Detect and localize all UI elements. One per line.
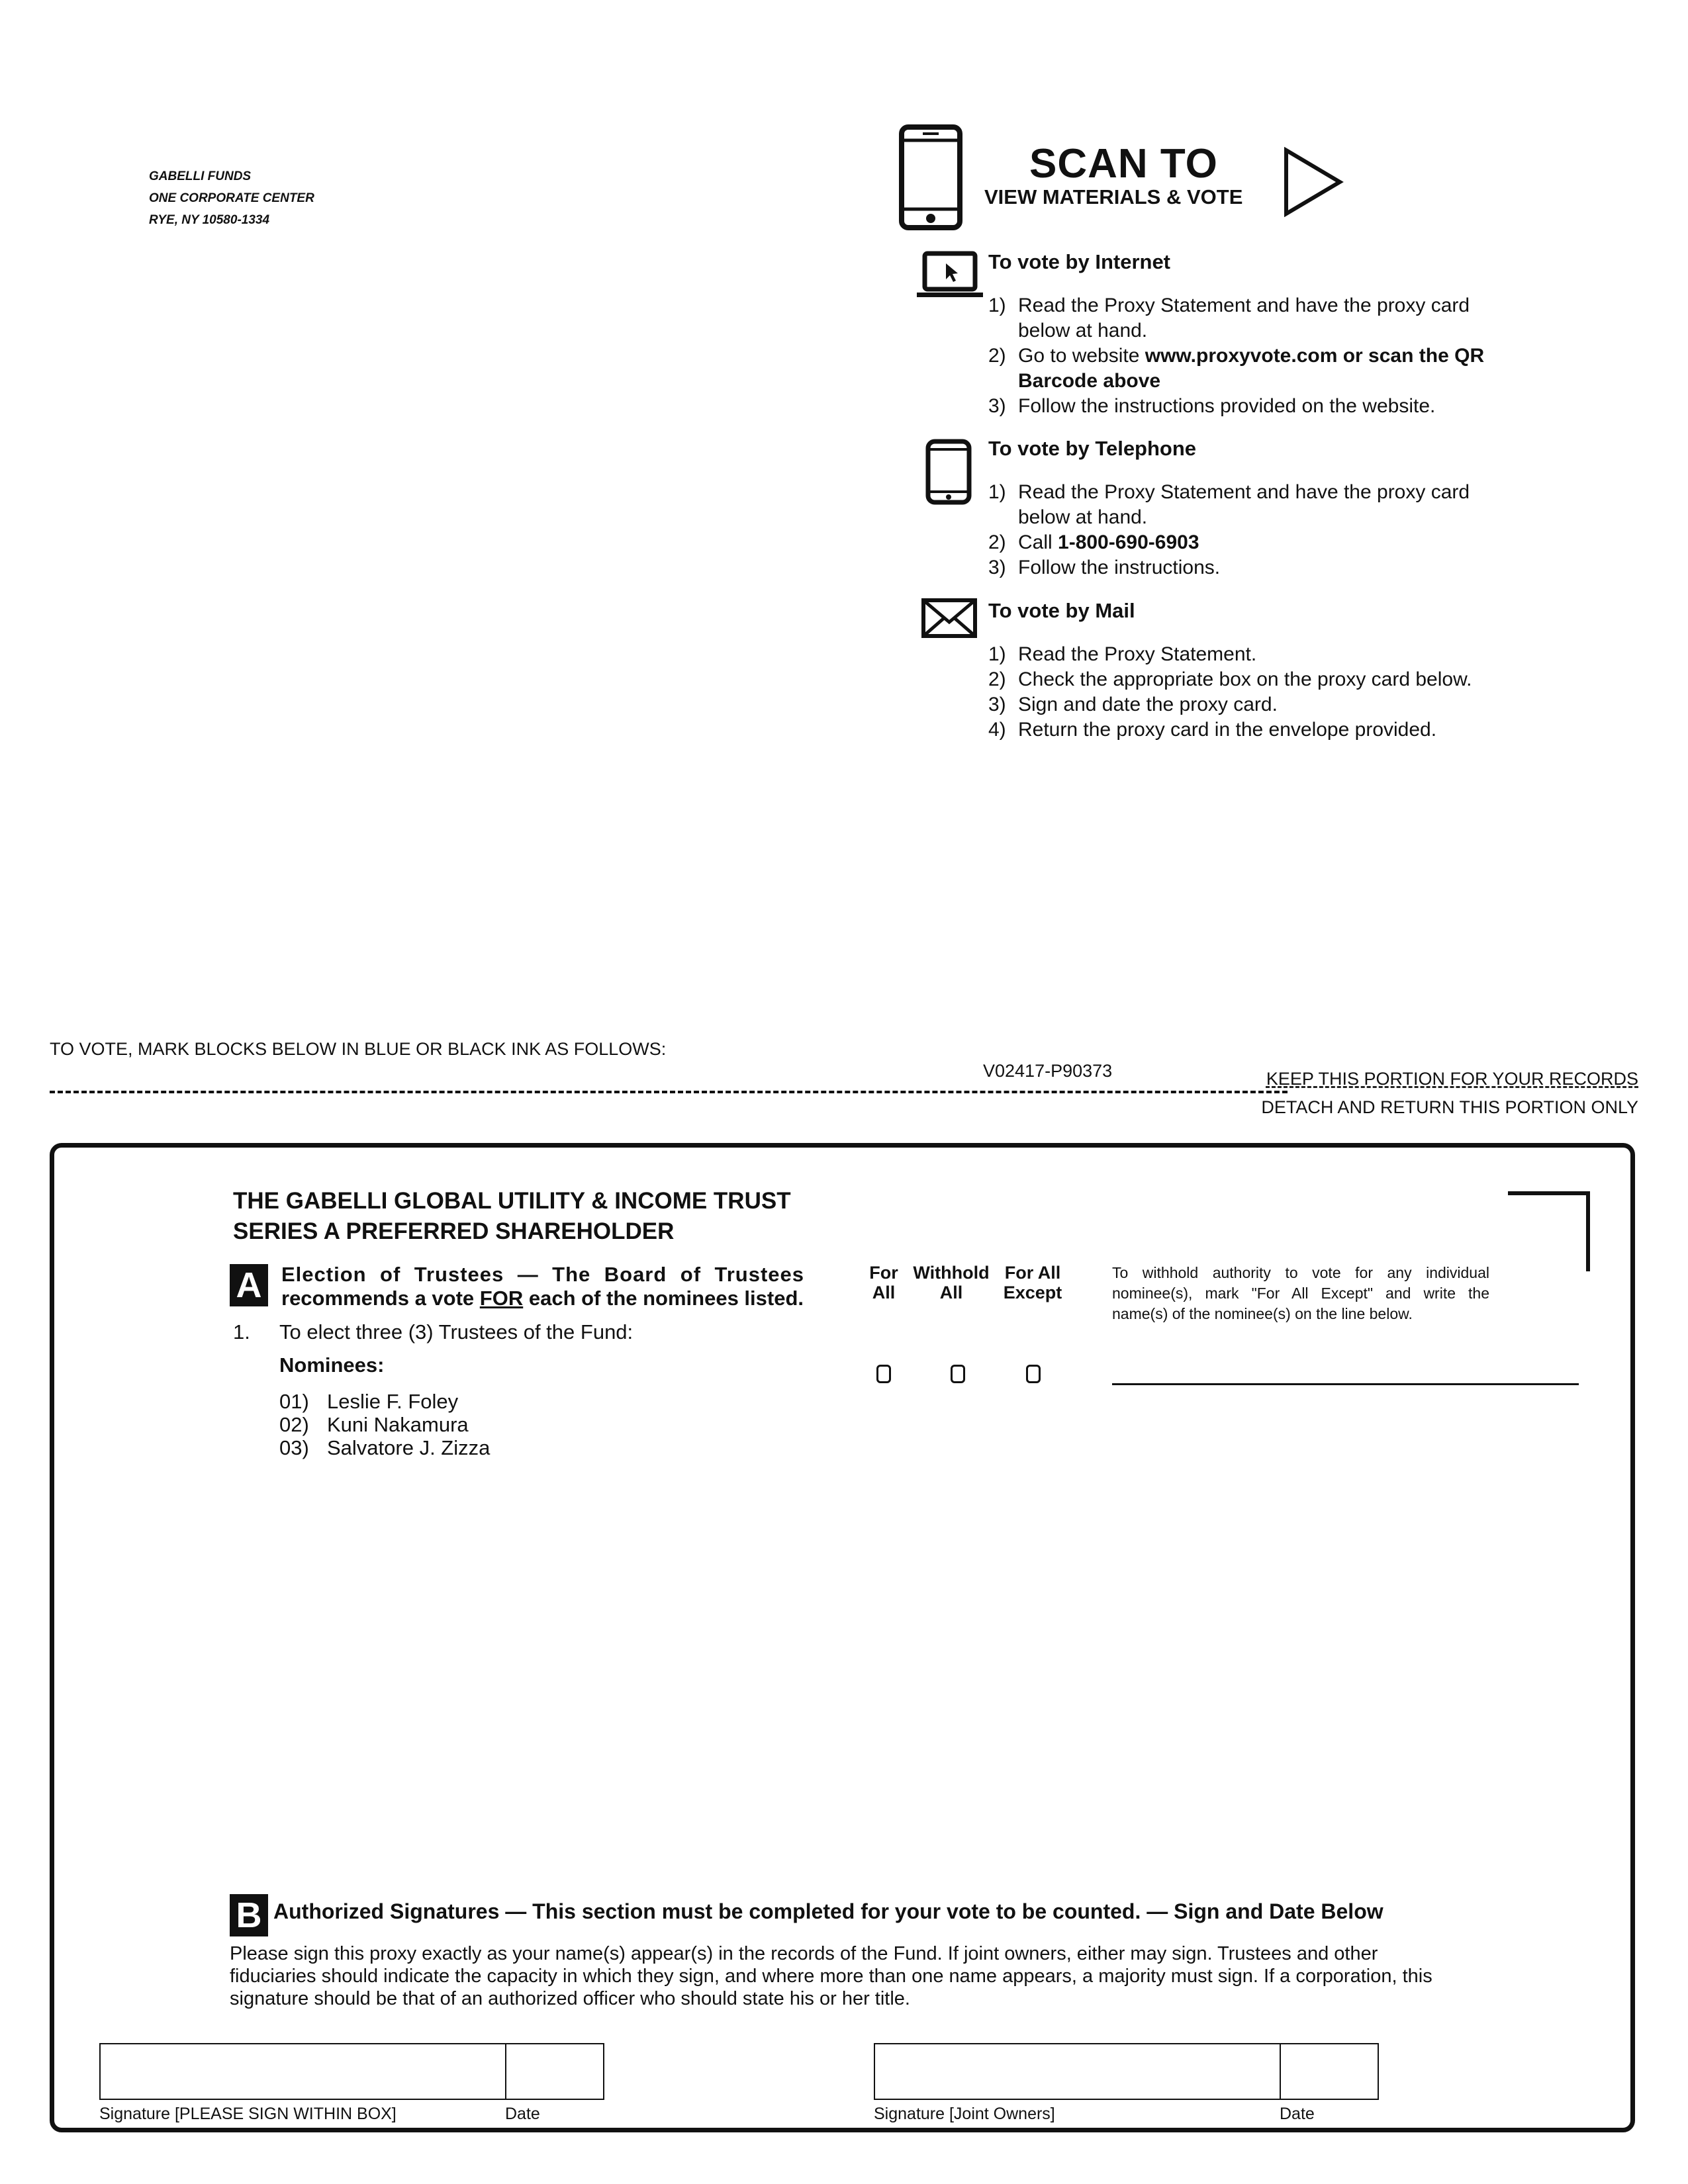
sender-line-3: RYE, NY 10580-1334	[149, 213, 270, 227]
nominee-exception-line[interactable]	[1112, 1383, 1579, 1385]
list-item: 2) Go to website www.proxyvote.com or scan the QR Barcode above	[988, 345, 1485, 392]
list-item: 1) Read the Proxy Statement.	[988, 643, 1257, 665]
proposal-number: 1.	[233, 1320, 250, 1343]
for-emphasis: FOR	[479, 1287, 524, 1310]
for-all-except-checkbox[interactable]	[1026, 1365, 1041, 1383]
nominees-label: Nominees:	[279, 1353, 385, 1377]
laptop-icon	[917, 250, 983, 300]
control-number: V02417-P90373	[983, 1061, 1113, 1081]
date-box[interactable]	[505, 2043, 604, 2100]
smartphone-icon	[899, 124, 962, 230]
list-item: 2) Check the appropriate box on the proxy card below.	[988, 668, 1472, 690]
section-a-line-1: Election of Trustees — The Board of Trustees	[281, 1263, 804, 1286]
signature-box[interactable]	[99, 2043, 506, 2100]
proxyvote-website: www.proxyvote.com or scan the QR Barcode above	[1018, 345, 1485, 392]
play-arrow-icon	[1283, 147, 1344, 217]
list-item: 4) Return the proxy card in the envelope provided.	[988, 719, 1437, 741]
nominee-item: 03) Salvatore J. Zizza	[279, 1436, 491, 1459]
section-a-line-2: recommends a vote FOR each of the nominees listed.	[281, 1287, 804, 1310]
for-all-checkbox[interactable]	[876, 1365, 891, 1383]
list-item: 3) Follow the instructions provided on the website.	[988, 395, 1436, 417]
scan-title: SCAN TO	[1029, 141, 1218, 187]
telephone-title: To vote by Telephone	[988, 437, 1197, 460]
keep-portion-label: KEEP THIS PORTION FOR YOUR RECORDS	[1266, 1069, 1638, 1089]
date-label: Date	[505, 2105, 540, 2123]
scan-subtitle: VIEW MATERIALS & VOTE	[984, 185, 1243, 208]
telephone-steps	[988, 480, 1518, 580]
internet-steps	[988, 293, 1518, 419]
fund-name	[233, 1186, 791, 1247]
phone-number: 1-800-690-6903	[1058, 531, 1199, 553]
envelope-icon	[921, 598, 977, 638]
signature-instructions: Please sign this proxy exactly as your name(s) appear(s) in the records of the Fund. If joint owners, either may sign. Trustees and other fiduciaries should indicate the capacity in which they sign, and where more than one name appears, a majority must sign. If a corporation, this signature should be that of an authorized officer who should state his or her title.	[230, 1943, 1432, 2009]
corner-mark	[1508, 1191, 1590, 1271]
proposal-text: To elect three (3) Trustees of the Fund:	[279, 1320, 633, 1343]
col-for-all: For All	[869, 1263, 898, 1302]
telephone-icon	[925, 439, 972, 505]
joint-date-box[interactable]	[1280, 2043, 1379, 2100]
list-item: 1) Read the Proxy Statement and have the proxy card below at hand.	[988, 295, 1470, 341]
sender-address	[149, 165, 314, 231]
joint-signature-box[interactable]	[874, 2043, 1281, 2100]
section-b-badge: B	[230, 1894, 268, 1936]
withhold-all-checkbox[interactable]	[951, 1365, 965, 1383]
internet-title: To vote by Internet	[988, 250, 1171, 273]
detach-line	[50, 1091, 1288, 1093]
list-item: 3) Sign and date the proxy card.	[988, 694, 1278, 715]
section-a-title	[281, 1263, 804, 1310]
mail-steps	[988, 642, 1518, 743]
nominee-item: 02) Kuni Nakamura	[279, 1413, 469, 1436]
nominee-list	[279, 1390, 490, 1459]
sender-line-1: GABELLI FUNDS	[149, 169, 252, 183]
mark-instructions: TO VOTE, MARK BLOCKS BELOW IN BLUE OR BLACK INK AS FOLLOWS:	[50, 1039, 667, 1059]
section-b-title: Authorized Signatures — This section must be completed for your vote to be counted. — Sign and Date Below	[273, 1899, 1383, 1923]
fund-name-line-2: SERIES A PREFERRED SHAREHOLDER	[233, 1218, 675, 1244]
fund-name-line-1: THE GABELLI GLOBAL UTILITY & INCOME TRUST	[233, 1188, 791, 1214]
mail-title: To vote by Mail	[988, 599, 1135, 622]
nominee-item: 01) Leslie F. Foley	[279, 1390, 459, 1413]
detach-portion-label: DETACH AND RETURN THIS PORTION ONLY	[1261, 1097, 1638, 1117]
joint-signature-label: Signature [Joint Owners]	[874, 2105, 1055, 2123]
joint-date-label: Date	[1280, 2105, 1315, 2123]
col-for-all-except: For All Except	[1003, 1263, 1062, 1302]
signature-label: Signature [PLEASE SIGN WITHIN BOX]	[99, 2105, 397, 2123]
list-item: 2) Call 1-800-690-6903	[988, 531, 1199, 553]
proposal-1	[233, 1320, 633, 1344]
list-item: 1) Read the Proxy Statement and have the proxy card below at hand.	[988, 481, 1470, 528]
sender-line-2: ONE CORPORATE CENTER	[149, 191, 314, 205]
withhold-instructions: To withhold authority to vote for any individual nominee(s), mark "For All Except" and write the name(s) of the nominee(s) on the line below.	[1112, 1264, 1489, 1322]
list-item: 3) Follow the instructions.	[988, 557, 1221, 578]
col-withhold-all: Withhold All	[913, 1263, 990, 1302]
section-a-badge: A	[230, 1264, 268, 1306]
